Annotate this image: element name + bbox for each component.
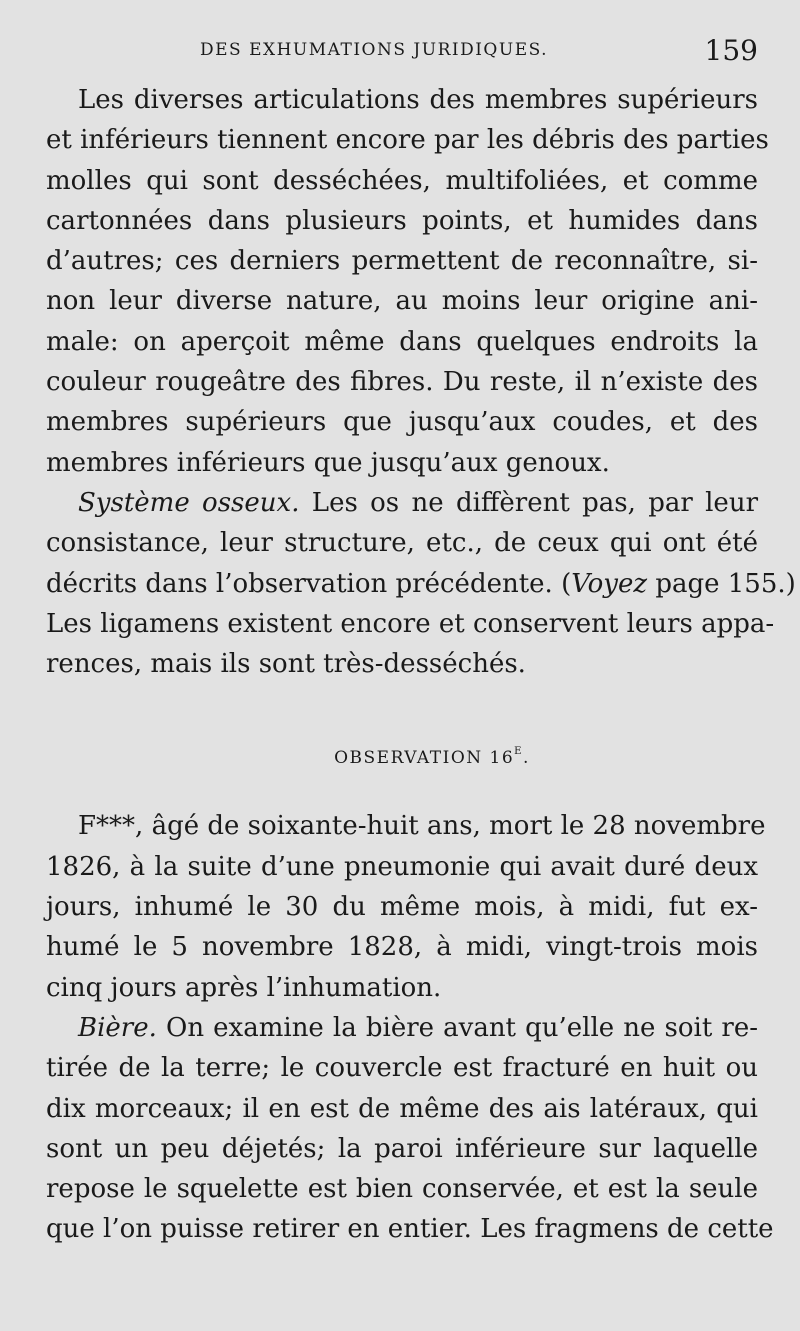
text-line: F***, âgé de soixante-huit ans, mort le 28 novembre [78,811,766,842]
text-line: cartonnées dans plusieurs points, et humides dans [46,205,758,236]
italic-voyez: Voyez [571,568,648,599]
text-line: d’autres; ces derniers permettent de reconnaître, si- [46,246,758,277]
italic-lead: Bière. [78,1012,157,1043]
heading-period: . [522,748,530,769]
text-line: membres inférieurs que jusqu’aux genoux. [46,447,610,478]
line-end: page 155.) [647,568,796,599]
text-line: sont un peu déjetés; la paroi inférieure sur laquelle [46,1133,758,1164]
paragraph-articulations [46,80,769,483]
italic-lead: Système osseux. [78,487,300,518]
section-heading [46,730,758,770]
text-line: non leur diverse nature, au moins leur origine ani- [46,286,758,317]
text-line [46,1008,758,1048]
text-line [46,564,796,604]
line-rest: On examine la bière avant qu’elle ne soit re- [156,1012,758,1043]
text-line: cinq jours après l’inhumation. [46,972,442,1003]
text-line: et inférieurs tiennent encore par les débris des parties [46,125,769,156]
text-line: membres supérieurs que jusqu’aux coudes, et des [46,407,758,438]
heading-superscript: e [514,742,523,759]
spacer [46,684,758,730]
spacer [46,770,758,806]
text-line: Les diverses articulations des membres supérieurs [78,85,758,115]
text-line [46,483,758,523]
heading-text: OBSERVATION 16 [334,748,515,769]
text-line: humé le 5 novembre 1828, à midi, vingt-trois mois [46,932,758,963]
running-head [46,30,758,74]
text-line: Les ligamens existent encore et conservent leurs appa- [46,608,775,639]
paragraph-systeme-osseux [46,483,796,684]
text-line: consistance, leur structure, etc., de ceux qui ont été [46,528,758,559]
paragraph-biere [46,1008,774,1250]
text-line: rences, mais ils sont très-desséchés. [46,649,526,680]
text-line: dix morceaux; il en est de même des ais latéraux, qui [46,1093,758,1124]
line-start: décrits dans l’observation précédente. ( [46,568,572,599]
text-line: couleur rougeâtre des fibres. Du reste, il n’existe des [46,367,758,398]
paragraph-observation [46,806,766,1007]
text-line: molles qui sont desséchées, multifoliées, et comme [46,165,758,196]
running-title: DES EXHUMATIONS JURIDIQUES. [200,40,549,60]
body-text [46,80,796,1250]
line-rest: Les os ne diffèrent pas, par leur [299,487,758,518]
text-line: tirée de la terre; le couvercle est fracturé en huit ou [46,1053,758,1084]
text-line: 1826, à la suite d’une pneumonie qui avait duré deux [46,851,758,882]
text-line: jours, inhumé le 30 du même mois, à midi, fut ex- [46,892,758,923]
page-number: 159 [704,34,758,67]
text-line: que l’on puisse retirer en entier. Les fragmens de cette [46,1214,774,1245]
text-line: repose le squelette est bien conservée, et est la seule [46,1174,758,1205]
text-line: male: on aperçoit même dans quelques endroits la [46,326,758,357]
